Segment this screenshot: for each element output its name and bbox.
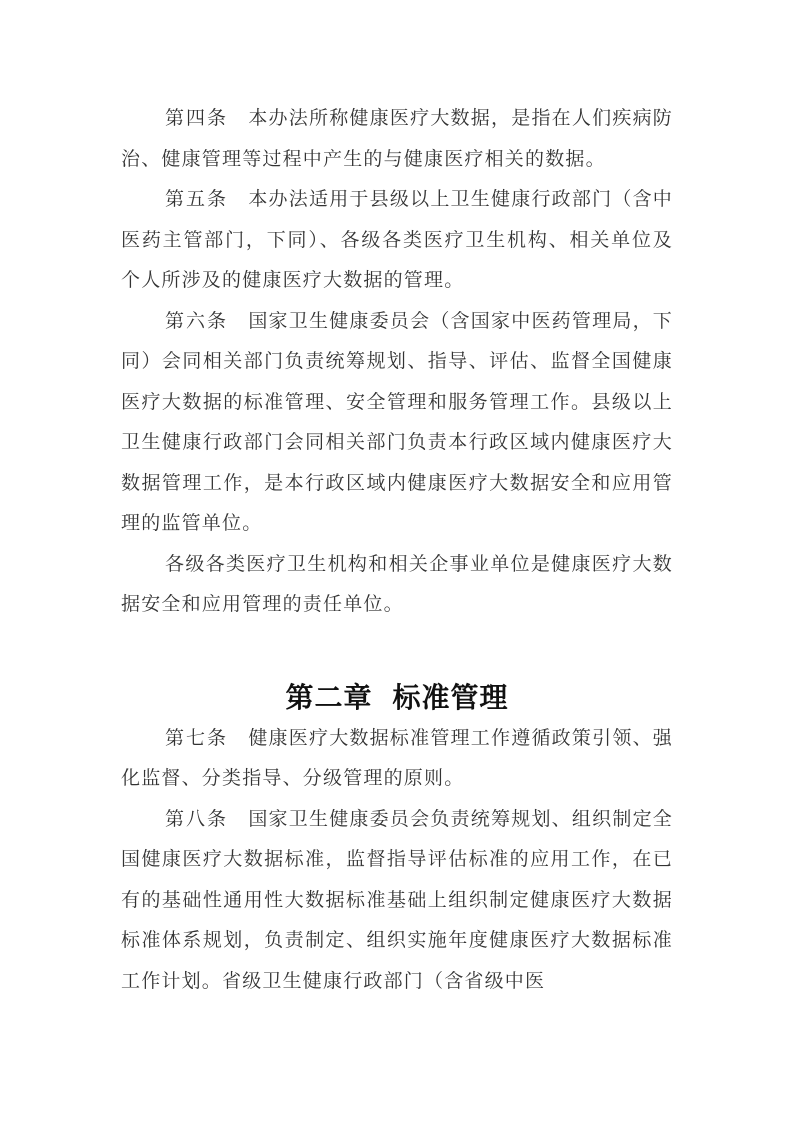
article-number: 第五条 xyxy=(165,188,229,210)
article-7-paragraph xyxy=(121,718,673,799)
paragraph-text: 各级各类医疗卫生机构和相关企事业单位是健康医疗大数据安全和应用管理的责任单位。 xyxy=(121,552,673,615)
article-text: 国家卫生健康委员会（含国家中医药管理局，下同）会同相关部门负责统筹规划、指导、评估、监督全国健康医疗大数据的标准管理、安全管理和服务管理工作。县级以上卫生健康行政部门会同相关部门负责本行政区域内健康医疗大数据管理工作，是本行政区域内健康医疗大数据安全和应用管理的监管单位。 xyxy=(121,309,673,534)
article-4-paragraph xyxy=(121,98,673,179)
chapter-title: 标准管理 xyxy=(392,680,509,714)
article-number: 第四条 xyxy=(165,107,229,129)
chapter-heading xyxy=(121,678,673,718)
article-text: 本办法适用于县级以上卫生健康行政部门（含中医药主管部门，下同）、各级各类医疗卫生机构、相关单位及个人所涉及的健康医疗大数据的管理。 xyxy=(121,188,673,291)
article-text: 本办法所称健康医疗大数据，是指在人们疾病防治、健康管理等过程中产生的与健康医疗相关的数据。 xyxy=(121,107,673,170)
article-6-continuation-paragraph xyxy=(121,544,673,625)
article-number: 第八条 xyxy=(165,807,229,830)
article-text: 健康医疗大数据标准管理工作遵循政策引领、强化监督、分类指导、分级管理的原则。 xyxy=(121,726,673,789)
document-body xyxy=(121,98,673,1001)
article-5-paragraph xyxy=(121,179,673,301)
article-8-paragraph xyxy=(121,799,673,1002)
article-6-paragraph xyxy=(121,301,673,544)
article-number: 第六条 xyxy=(165,309,229,332)
article-number: 第七条 xyxy=(165,726,229,749)
article-text: 国家卫生健康委员会负责统筹规划、组织制定全国健康医疗大数据标准，监督指导评估标准的应用工作，在已有的基础性通用性大数据标准基础上组织制定健康医疗大数据标准体系规划，负责制定、组织实施年度健康医疗大数据标准工作计划。省级卫生健康行政部门（含省级中医 xyxy=(121,807,673,992)
chapter-number: 第二章 xyxy=(285,680,373,714)
